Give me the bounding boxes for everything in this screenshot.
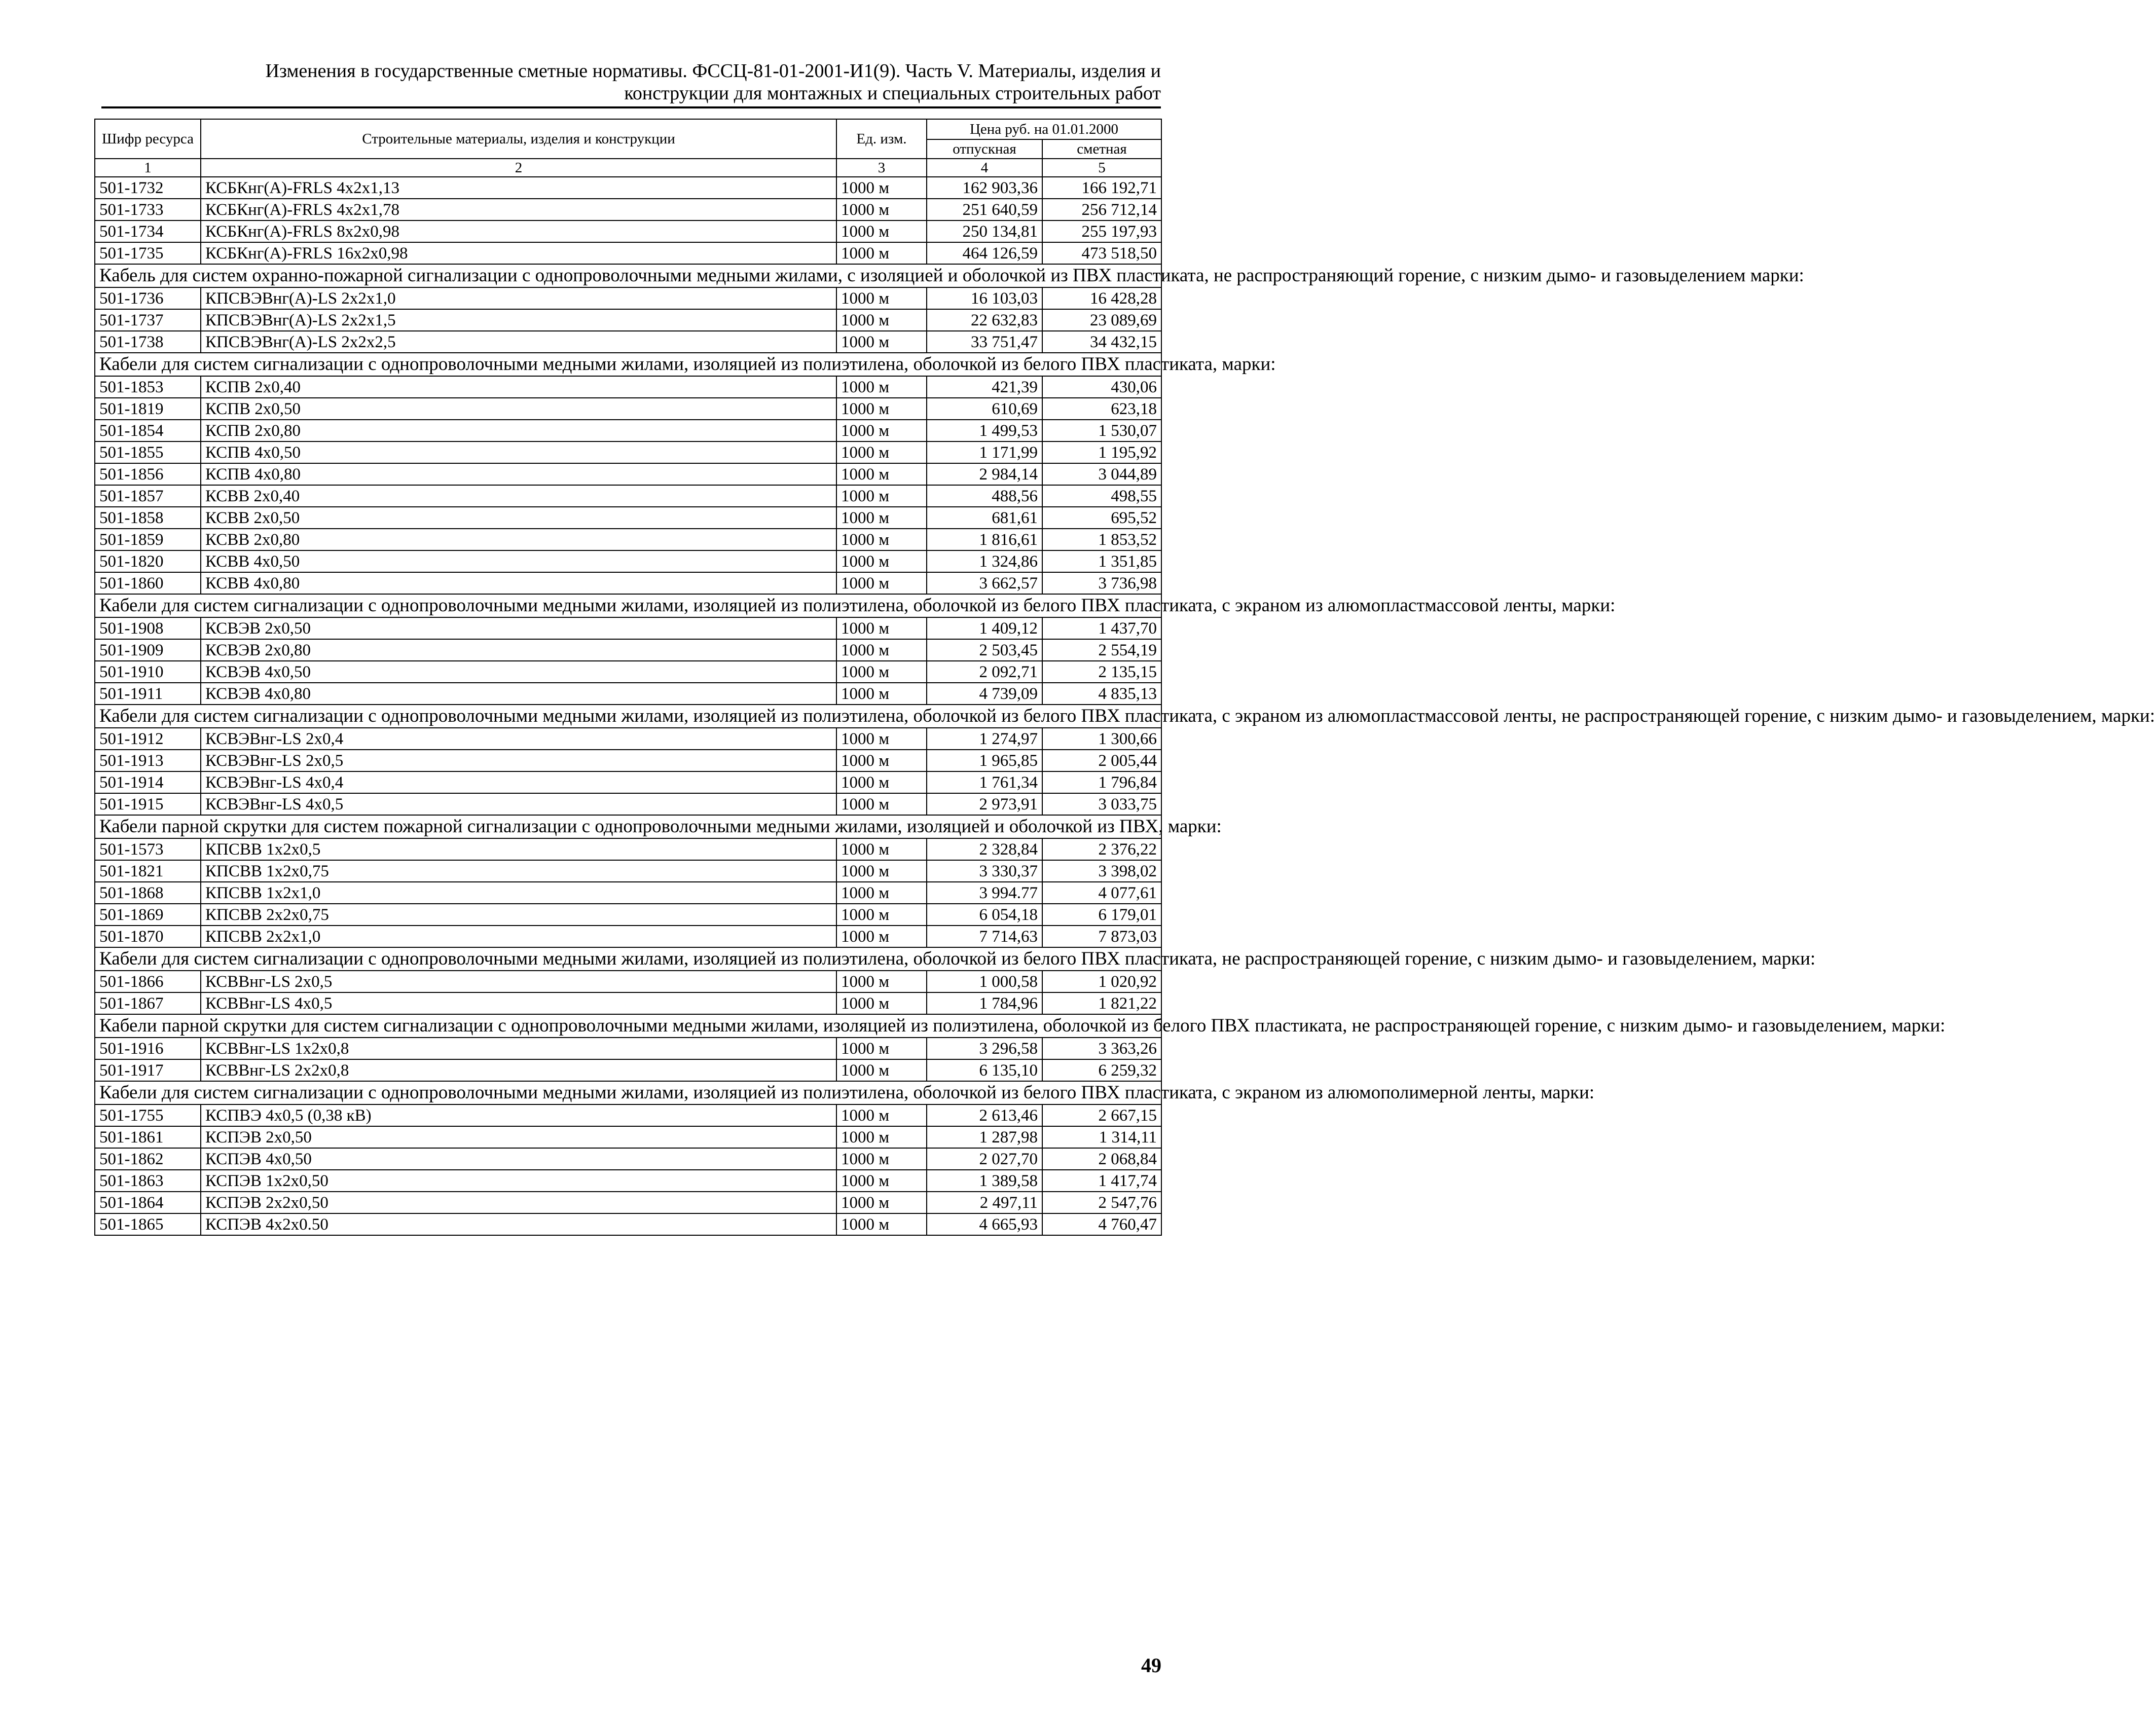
material-name: КСВЭВ 4x0,50	[201, 661, 836, 683]
release-price: 464 126,59	[927, 242, 1042, 264]
resource-code: 501-1820	[95, 550, 201, 572]
material-name: КПСВВ 2x2x0,75	[201, 904, 836, 926]
estimate-price: 3 044,89	[1042, 463, 1161, 485]
material-name: КСПВ 2x0,80	[201, 420, 836, 441]
release-price: 421,39	[927, 376, 1042, 398]
material-name: КСВЭВ 4x0,80	[201, 683, 836, 705]
section-title: Кабели парной скрутки для систем пожарной сигнализации с однопроволочными медными жилами, изоляцией и оболочкой из ПВХ, марки:	[95, 815, 1161, 838]
resource-code: 501-1573	[95, 838, 201, 860]
unit: 1000 м	[836, 971, 927, 992]
unit: 1000 м	[836, 793, 927, 815]
col-header-price: Цена руб. на 01.01.2000	[927, 119, 1161, 139]
material-name: КСВЭВ 2x0,80	[201, 639, 836, 661]
release-price: 2 092,71	[927, 661, 1042, 683]
table-row	[95, 1104, 1161, 1126]
estimate-price: 1 195,92	[1042, 441, 1161, 463]
table-row	[95, 882, 1161, 904]
section-title: Кабель для систем охранно-пожарной сигнализации с однопроволочными медными жилами, с изоляцией и оболочкой из ПВХ пластиката, не распространяющий горение, с низким дымо- и газовыделением марки:	[95, 264, 1161, 287]
section-title: Кабели для систем сигнализации с однопроволочными медными жилами, изоляцией из полиэтилена, оболочкой из белого ПВХ пластиката, не распространяющей горение, с низким дымо- и газовыделением, марки:	[95, 947, 1161, 971]
header-line-2: конструкции для монтажных и специальных строительных работ	[624, 83, 1161, 104]
material-name: КСПВЭ 4x0,5 (0,38 кВ)	[201, 1104, 836, 1126]
material-name: КСБКнг(А)-FRLS 4x2x1,13	[201, 177, 836, 199]
resource-code: 501-1860	[95, 572, 201, 594]
unit: 1000 м	[836, 639, 927, 661]
table-row	[95, 926, 1161, 947]
release-price: 610,69	[927, 398, 1042, 420]
resource-code: 501-1737	[95, 309, 201, 331]
unit: 1000 м	[836, 661, 927, 683]
unit: 1000 м	[836, 1213, 927, 1235]
release-price: 1 965,85	[927, 750, 1042, 771]
estimate-price: 473 518,50	[1042, 242, 1161, 264]
column-number-row	[95, 159, 1161, 177]
unit: 1000 м	[836, 550, 927, 572]
material-name: КПСВВ 1x2x0,5	[201, 838, 836, 860]
unit: 1000 м	[836, 572, 927, 594]
estimate-price: 3 736,98	[1042, 572, 1161, 594]
section-header-row	[95, 353, 1161, 376]
resource-code: 501-1908	[95, 617, 201, 639]
estimate-price: 1 417,74	[1042, 1170, 1161, 1192]
estimate-price: 3 363,26	[1042, 1038, 1161, 1059]
unit: 1000 м	[836, 529, 927, 550]
resource-code: 501-1735	[95, 242, 201, 264]
material-name: КПСВЭВнг(А)-LS 2x2x1,5	[201, 309, 836, 331]
material-name: КСПВ 4x0,80	[201, 463, 836, 485]
material-name: КСВВнг-LS 4x0,5	[201, 992, 836, 1014]
table-row	[95, 550, 1161, 572]
release-price: 3 296,58	[927, 1038, 1042, 1059]
section-header-row	[95, 705, 1161, 728]
resource-code: 501-1855	[95, 441, 201, 463]
section-title: Кабели для систем сигнализации с однопроволочными медными жилами, изоляцией из полиэтилена, оболочкой из белого ПВХ пластиката, с экраном из алюмопластмассовой ленты, не распространяющей горение, с низким дымо- и газовыделением, марки:	[95, 705, 1161, 728]
document-header	[101, 60, 1161, 104]
estimate-price: 6 259,32	[1042, 1059, 1161, 1081]
unit: 1000 м	[836, 750, 927, 771]
table-row	[95, 860, 1161, 882]
release-price: 1 409,12	[927, 617, 1042, 639]
release-price: 2 328,84	[927, 838, 1042, 860]
release-price: 162 903,36	[927, 177, 1042, 199]
material-name: КСПЭВ 4x2x0.50	[201, 1213, 836, 1235]
estimate-price: 2 554,19	[1042, 639, 1161, 661]
unit: 1000 м	[836, 441, 927, 463]
estimate-price: 2 547,76	[1042, 1192, 1161, 1213]
column-number: 3	[836, 159, 927, 177]
table-row	[95, 441, 1161, 463]
col-header-release-price: отпускная	[927, 139, 1042, 159]
unit: 1000 м	[836, 771, 927, 793]
table-row	[95, 572, 1161, 594]
table-row	[95, 771, 1161, 793]
section-title: Кабели для систем сигнализации с однопроволочными медными жилами, изоляцией из полиэтилена, оболочкой из белого ПВХ пластиката, с экраном из алюмопластмассовой ленты, марки:	[95, 594, 1161, 617]
table-row	[95, 376, 1161, 398]
resource-code: 501-1870	[95, 926, 201, 947]
resource-code: 501-1864	[95, 1192, 201, 1213]
resource-code: 501-1755	[95, 1104, 201, 1126]
column-number: 4	[927, 159, 1042, 177]
unit: 1000 м	[836, 860, 927, 882]
resource-code: 501-1733	[95, 199, 201, 220]
estimate-price: 4 760,47	[1042, 1213, 1161, 1235]
material-name: КСВВ 4x0,80	[201, 572, 836, 594]
unit: 1000 м	[836, 331, 927, 353]
table-body	[95, 159, 2155, 1235]
resource-code: 501-1862	[95, 1148, 201, 1170]
release-price: 1 499,53	[927, 420, 1042, 441]
table-row	[95, 507, 1161, 529]
section-title: Кабели для систем сигнализации с однопроволочными медными жилами, изоляцией из полиэтилена, оболочкой из белого ПВХ пластиката, с экраном из алюмополимерной ленты, марки:	[95, 1081, 1161, 1104]
resource-code: 501-1910	[95, 661, 201, 683]
material-name: КСВВ 4x0,50	[201, 550, 836, 572]
resource-code: 501-1867	[95, 992, 201, 1014]
column-number: 1	[95, 159, 201, 177]
release-price: 6 054,18	[927, 904, 1042, 926]
estimate-price: 1 351,85	[1042, 550, 1161, 572]
release-price: 1 000,58	[927, 971, 1042, 992]
material-name: КСВЭВнг-LS 2x0,5	[201, 750, 836, 771]
resource-code: 501-1853	[95, 376, 201, 398]
table-row	[95, 287, 1161, 309]
release-price: 1 784,96	[927, 992, 1042, 1014]
material-name: КПСВЭВнг(А)-LS 2x2x2,5	[201, 331, 836, 353]
resource-code: 501-1913	[95, 750, 201, 771]
table-row	[95, 309, 1161, 331]
release-price: 1 389,58	[927, 1170, 1042, 1192]
estimate-price: 623,18	[1042, 398, 1161, 420]
table-row	[95, 971, 1161, 992]
estimate-price: 430,06	[1042, 376, 1161, 398]
table-row	[95, 617, 1161, 639]
table-row	[95, 242, 1161, 264]
release-price: 7 714,63	[927, 926, 1042, 947]
table-row	[95, 1148, 1161, 1170]
section-header-row	[95, 1081, 1161, 1104]
release-price: 2 503,45	[927, 639, 1042, 661]
unit: 1000 м	[836, 199, 927, 220]
material-name: КПСВЭВнг(А)-LS 2x2x1,0	[201, 287, 836, 309]
release-price: 250 134,81	[927, 220, 1042, 242]
table-row	[95, 1170, 1161, 1192]
release-price: 1 816,61	[927, 529, 1042, 550]
table-row	[95, 661, 1161, 683]
estimate-price: 1 530,07	[1042, 420, 1161, 441]
unit: 1000 м	[836, 683, 927, 705]
estimate-price: 2 135,15	[1042, 661, 1161, 683]
material-name: КСВЭВнг-LS 4x0,5	[201, 793, 836, 815]
table-row	[95, 1213, 1161, 1235]
resource-code: 501-1854	[95, 420, 201, 441]
material-name: КСВВ 2x0,80	[201, 529, 836, 550]
column-number: 2	[201, 159, 836, 177]
release-price: 4 665,93	[927, 1213, 1042, 1235]
resource-code: 501-1917	[95, 1059, 201, 1081]
release-price: 3 662,57	[927, 572, 1042, 594]
section-header-row	[95, 264, 1161, 287]
col-header-estimate-price: сметная	[1042, 139, 1161, 159]
resource-code: 501-1819	[95, 398, 201, 420]
resource-code: 501-1732	[95, 177, 201, 199]
resource-code: 501-1866	[95, 971, 201, 992]
unit: 1000 м	[836, 992, 927, 1014]
resource-code: 501-1861	[95, 1126, 201, 1148]
estimate-price: 1 020,92	[1042, 971, 1161, 992]
table-row	[95, 639, 1161, 661]
table-row	[95, 1126, 1161, 1148]
material-name: КПСВВ 1x2x0,75	[201, 860, 836, 882]
table-row	[95, 331, 1161, 353]
resource-code: 501-1865	[95, 1213, 201, 1235]
section-title: Кабели парной скрутки для систем сигнализации с однопроволочными медными жилами, изоляцией из полиэтилена, оболочкой из белого ПВХ пластиката, не распространяющей горение, с низким дымо- и газовыделением, марки:	[95, 1014, 1161, 1038]
unit: 1000 м	[836, 1038, 927, 1059]
release-price: 1 324,86	[927, 550, 1042, 572]
release-price: 1 761,34	[927, 771, 1042, 793]
col-header-code: Шифр ресурса	[95, 119, 201, 159]
material-name: КСПВ 4x0,50	[201, 441, 836, 463]
unit: 1000 м	[836, 177, 927, 199]
release-price: 3 994.77	[927, 882, 1042, 904]
material-name: КСПВ 2x0,50	[201, 398, 836, 420]
resource-code: 501-1738	[95, 331, 201, 353]
release-price: 1 171,99	[927, 441, 1042, 463]
material-name: КСБКнг(А)-FRLS 16x2x0,98	[201, 242, 836, 264]
header-rule	[101, 106, 1161, 108]
estimate-price: 4 835,13	[1042, 683, 1161, 705]
release-price: 1 274,97	[927, 728, 1042, 750]
resource-code: 501-1916	[95, 1038, 201, 1059]
estimate-price: 16 428,28	[1042, 287, 1161, 309]
resource-code: 501-1914	[95, 771, 201, 793]
release-price: 16 103,03	[927, 287, 1042, 309]
estimate-price: 1 314,11	[1042, 1126, 1161, 1148]
release-price: 4 739,09	[927, 683, 1042, 705]
release-price: 2 973,91	[927, 793, 1042, 815]
material-name: КСБКнг(А)-FRLS 4x2x1,78	[201, 199, 836, 220]
resource-code: 501-1821	[95, 860, 201, 882]
resource-code: 501-1858	[95, 507, 201, 529]
table-row	[95, 1059, 1161, 1081]
resource-code: 501-1734	[95, 220, 201, 242]
unit: 1000 м	[836, 463, 927, 485]
resource-code: 501-1909	[95, 639, 201, 661]
material-name: КСПЭВ 2x0,50	[201, 1126, 836, 1148]
section-title: Кабели для систем сигнализации с однопроволочными медными жилами, изоляцией из полиэтилена, оболочкой из белого ПВХ пластиката, марки:	[95, 353, 1161, 376]
material-name: КПСВВ 2x2x1,0	[201, 926, 836, 947]
release-price: 6 135,10	[927, 1059, 1042, 1081]
table-row	[95, 992, 1161, 1014]
estimate-price: 498,55	[1042, 485, 1161, 507]
unit: 1000 м	[836, 1059, 927, 1081]
estimate-price: 2 005,44	[1042, 750, 1161, 771]
table-row	[95, 1038, 1161, 1059]
unit: 1000 м	[836, 728, 927, 750]
col-header-name: Строительные материалы, изделия и конструкции	[201, 119, 836, 159]
material-name: КСВВ 2x0,40	[201, 485, 836, 507]
estimate-price: 34 432,15	[1042, 331, 1161, 353]
unit: 1000 м	[836, 1104, 927, 1126]
release-price: 681,61	[927, 507, 1042, 529]
resource-code: 501-1915	[95, 793, 201, 815]
estimate-price: 3 398,02	[1042, 860, 1161, 882]
table-row	[95, 904, 1161, 926]
estimate-price: 1 853,52	[1042, 529, 1161, 550]
table-row	[95, 463, 1161, 485]
estimate-price: 1 437,70	[1042, 617, 1161, 639]
section-header-row	[95, 1014, 1161, 1038]
estimate-price: 23 089,69	[1042, 309, 1161, 331]
unit: 1000 м	[836, 882, 927, 904]
unit: 1000 м	[836, 309, 927, 331]
estimate-price: 695,52	[1042, 507, 1161, 529]
table-row	[95, 683, 1161, 705]
table-row	[95, 220, 1161, 242]
table-row	[95, 420, 1161, 441]
table-row	[95, 398, 1161, 420]
release-price: 488,56	[927, 485, 1042, 507]
unit: 1000 м	[836, 1148, 927, 1170]
unit: 1000 м	[836, 287, 927, 309]
resource-code: 501-1859	[95, 529, 201, 550]
table-head	[95, 119, 1161, 159]
unit: 1000 м	[836, 838, 927, 860]
table-row	[95, 793, 1161, 815]
table-row	[95, 1192, 1161, 1213]
section-header-row	[95, 947, 1161, 971]
release-price: 2 613,46	[927, 1104, 1042, 1126]
table-row	[95, 529, 1161, 550]
material-name: КСПЭВ 4x0,50	[201, 1148, 836, 1170]
unit: 1000 м	[836, 926, 927, 947]
header-line-1: Изменения в государственные сметные нормативы. ФССЦ-81-01-2001-И1(9). Часть V. Материалы, изделия и	[265, 60, 1161, 82]
resource-code: 501-1869	[95, 904, 201, 926]
estimate-price: 2 376,22	[1042, 838, 1161, 860]
resource-code: 501-1863	[95, 1170, 201, 1192]
material-name: КСПЭВ 1x2x0,50	[201, 1170, 836, 1192]
table-row	[95, 728, 1161, 750]
unit: 1000 м	[836, 242, 927, 264]
estimate-price: 4 077,61	[1042, 882, 1161, 904]
release-price: 22 632,83	[927, 309, 1042, 331]
estimate-price: 1 300,66	[1042, 728, 1161, 750]
estimate-price: 1 796,84	[1042, 771, 1161, 793]
estimate-price: 2 667,15	[1042, 1104, 1161, 1126]
table-row	[95, 838, 1161, 860]
release-price: 3 330,37	[927, 860, 1042, 882]
unit: 1000 м	[836, 617, 927, 639]
material-name: КСПВ 2x0,40	[201, 376, 836, 398]
price-table	[94, 119, 2155, 1236]
col-header-unit: Ед. изм.	[836, 119, 927, 159]
unit: 1000 м	[836, 1170, 927, 1192]
unit: 1000 м	[836, 220, 927, 242]
material-name: КСПЭВ 2x2x0,50	[201, 1192, 836, 1213]
estimate-price: 7 873,03	[1042, 926, 1161, 947]
resource-code: 501-1912	[95, 728, 201, 750]
unit: 1000 м	[836, 420, 927, 441]
material-name: КСБКнг(А)-FRLS 8x2x0,98	[201, 220, 836, 242]
unit: 1000 м	[836, 485, 927, 507]
resource-code: 501-1911	[95, 683, 201, 705]
release-price: 33 751,47	[927, 331, 1042, 353]
resource-code: 501-1856	[95, 463, 201, 485]
material-name: КПСВВ 1x2x1,0	[201, 882, 836, 904]
release-price: 2 984,14	[927, 463, 1042, 485]
estimate-price: 255 197,93	[1042, 220, 1161, 242]
resource-code: 501-1857	[95, 485, 201, 507]
material-name: КСВВнг-LS 2x0,5	[201, 971, 836, 992]
section-header-row	[95, 594, 1161, 617]
estimate-price: 3 033,75	[1042, 793, 1161, 815]
release-price: 1 287,98	[927, 1126, 1042, 1148]
material-name: КСВЭВнг-LS 2x0,4	[201, 728, 836, 750]
section-header-row	[95, 815, 1161, 838]
material-name: КСВВ 2x0,50	[201, 507, 836, 529]
release-price: 2 027,70	[927, 1148, 1042, 1170]
resource-code: 501-1736	[95, 287, 201, 309]
table-row	[95, 199, 1161, 220]
estimate-price: 1 821,22	[1042, 992, 1161, 1014]
page-number: 49	[1141, 1654, 1161, 1677]
material-name: КСВЭВнг-LS 4x0,4	[201, 771, 836, 793]
table-row	[95, 485, 1161, 507]
release-price: 2 497,11	[927, 1192, 1042, 1213]
unit: 1000 м	[836, 398, 927, 420]
table-row	[95, 750, 1161, 771]
material-name: КСВВнг-LS 1x2x0,8	[201, 1038, 836, 1059]
unit: 1000 м	[836, 904, 927, 926]
estimate-price: 6 179,01	[1042, 904, 1161, 926]
resource-code: 501-1868	[95, 882, 201, 904]
release-price: 251 640,59	[927, 199, 1042, 220]
estimate-price: 2 068,84	[1042, 1148, 1161, 1170]
estimate-price: 256 712,14	[1042, 199, 1161, 220]
unit: 1000 м	[836, 507, 927, 529]
material-name: КСВВнг-LS 2x2x0,8	[201, 1059, 836, 1081]
unit: 1000 м	[836, 1126, 927, 1148]
unit: 1000 м	[836, 1192, 927, 1213]
estimate-price: 166 192,71	[1042, 177, 1161, 199]
column-number: 5	[1042, 159, 1161, 177]
material-name: КСВЭВ 2x0,50	[201, 617, 836, 639]
unit: 1000 м	[836, 376, 927, 398]
table-row	[95, 177, 1161, 199]
